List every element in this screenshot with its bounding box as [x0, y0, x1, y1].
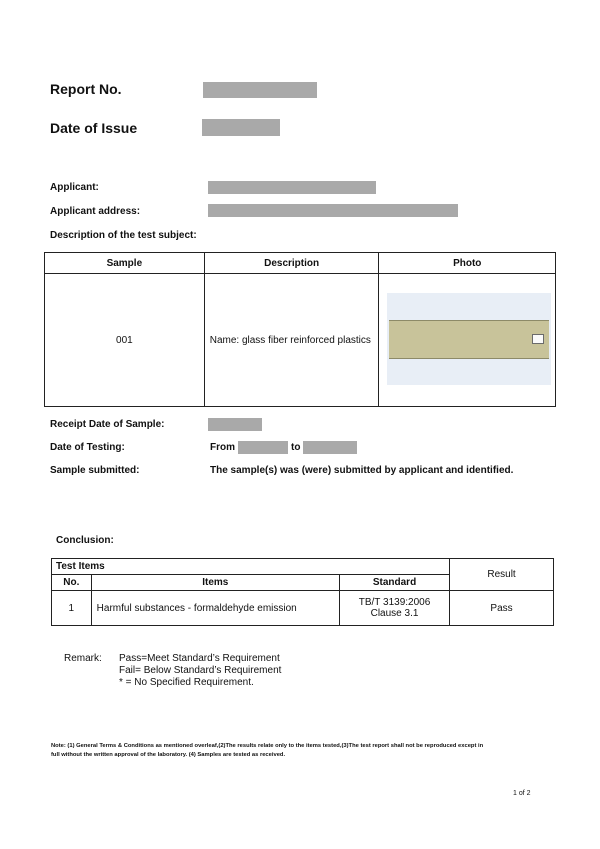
- remark-line-none: * = No Specified Requirement.: [119, 677, 254, 688]
- row-no: 1: [52, 591, 92, 626]
- row-standard-line1: TB/T 3139:2006: [358, 597, 431, 608]
- applicant-redaction: [208, 181, 376, 194]
- photo-header: Photo: [379, 253, 556, 274]
- row-item: Harmful substances - formaldehyde emission: [91, 591, 339, 626]
- sample-submitted-label: Sample submitted:: [50, 465, 140, 476]
- row-standard-line2: Clause 3.1: [370, 608, 419, 619]
- test-items-header: Test Items: [52, 559, 450, 575]
- conclusion-table: [51, 558, 554, 626]
- applicant-address-label: Applicant address:: [50, 206, 141, 217]
- row-standard: [339, 591, 449, 626]
- description-cell: Name: glass fiber reinforced plastics: [204, 274, 379, 407]
- to-text: to: [291, 442, 301, 453]
- applicant-address-redaction: [208, 204, 458, 217]
- footer-note-line1: Note: (1) General Terms & Conditions as mentioned overleaf,(2)The results relate only to the items tested,(3)The test report shall not be reproduced except in: [51, 743, 484, 749]
- sample-header: Sample: [45, 253, 205, 274]
- testing-to-redaction: [303, 441, 357, 454]
- remark-line-fail: Fail= Below Standard’s Requirement: [119, 665, 282, 676]
- receipt-date-redaction: [208, 418, 262, 431]
- page-number: 1 of 2: [513, 790, 531, 797]
- description-label: Description of the test subject:: [50, 230, 197, 241]
- testing-from-redaction: [238, 441, 288, 454]
- footer-note: [51, 742, 483, 760]
- result-header: Result: [450, 559, 554, 591]
- sample-photo-strip: [389, 320, 549, 359]
- no-header: No.: [52, 575, 92, 591]
- receipt-date-label: Receipt Date of Sample:: [50, 419, 165, 430]
- conclusion-label: Conclusion:: [56, 535, 114, 546]
- remark-label: Remark:: [64, 653, 102, 664]
- date-of-issue-redaction: [202, 119, 280, 136]
- description-header: Description: [204, 253, 379, 274]
- items-header: Items: [91, 575, 339, 591]
- from-text: From: [210, 442, 235, 453]
- footer-note-line2: full without the written approval of the laboratory. (4) Samples are tested as received.: [51, 752, 286, 758]
- report-no-label: Report No.: [50, 81, 122, 97]
- sample-submitted-text: The sample(s) was (were) submitted by applicant and identified.: [210, 465, 514, 476]
- date-of-testing-label: Date of Testing:: [50, 442, 125, 453]
- remark-line-pass: Pass=Meet Standard’s Requirement: [119, 653, 280, 664]
- standard-header: Standard: [339, 575, 449, 591]
- date-of-issue-label: Date of Issue: [50, 120, 138, 136]
- sample-photo-tag: [532, 334, 544, 344]
- applicant-label: Applicant:: [50, 182, 99, 193]
- row-result: Pass: [450, 591, 554, 626]
- report-no-redaction: [203, 82, 317, 98]
- sample-cell: 001: [45, 274, 205, 407]
- remark-lines: [119, 653, 281, 689]
